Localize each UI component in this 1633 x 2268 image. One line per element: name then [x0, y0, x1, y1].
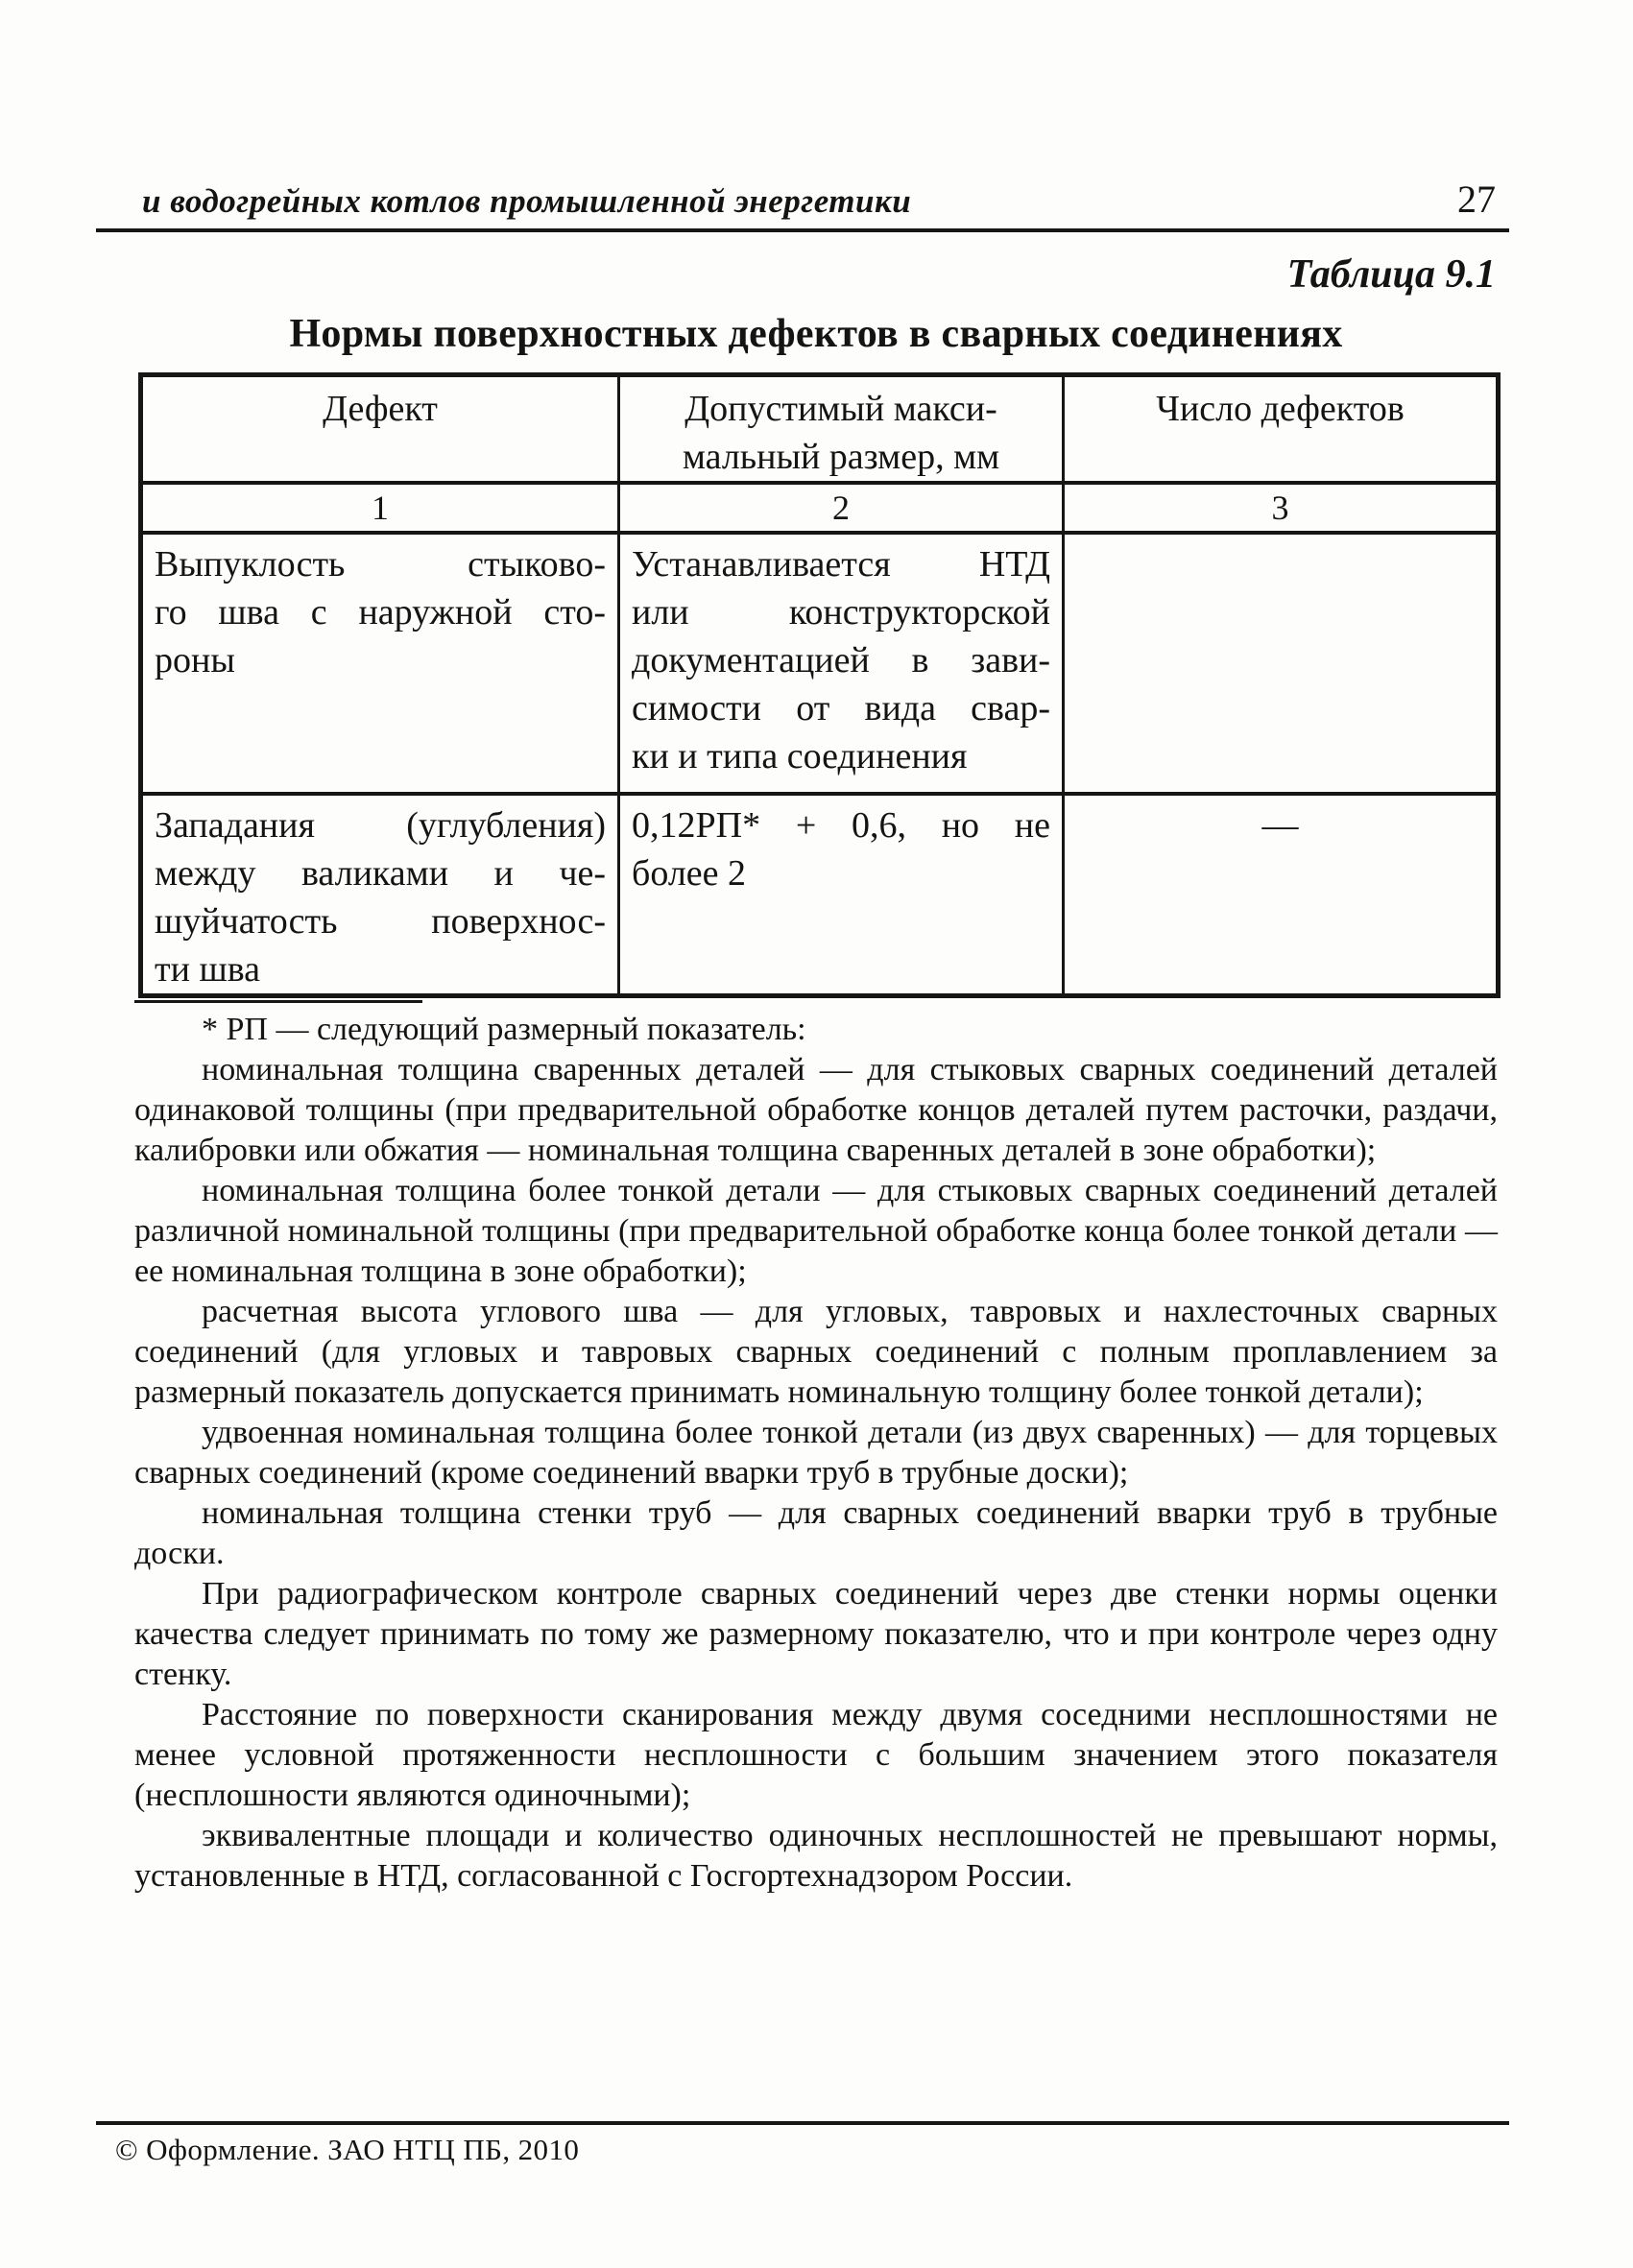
table-title: Нормы поверхностных дефектов в сварных соединениях — [289, 312, 1343, 356]
header-cell-count: Число дефектов — [1064, 375, 1499, 484]
footnote-paragraph: эквивалентные площади и количество одиночных несплошностей не превышают нормы, установленные в НТД, согласованной с Госгортехнадзором России. — [134, 1818, 1498, 1894]
column-numbers-row — [141, 483, 1499, 533]
table-caption-number: Таблица 9.1 — [1286, 252, 1496, 297]
column-number-2: 2 — [619, 483, 1064, 533]
header-rule — [96, 228, 1509, 232]
cell-count-2: — — [1064, 794, 1499, 996]
running-header: и водогрейных котлов промышленной энергетики — [142, 182, 912, 220]
cell-defect-1: Выпуклость стыково- го шва с наружной сто- роны — [141, 533, 619, 794]
column-number-3: 3 — [1064, 483, 1499, 533]
header-cell-defect: Дефект — [141, 375, 619, 484]
copyright-line: © Оформление. ЗАО НТЦ ПБ, 2010 — [115, 2133, 580, 2166]
defects-table — [138, 372, 1501, 998]
cell-defect-2: Западания (углубления) между валиками и че- шуйчатость поверхнос- ти шва — [141, 794, 619, 996]
footnote-paragraph: удвоенная номинальная толщина более тонкой детали (из двух сваренных) — для торцевых сварных соединений (кроме соединений вварки труб в трубные доски); — [134, 1415, 1498, 1491]
table-row — [141, 533, 1499, 794]
footnote-paragraph: * РП — следующий размерный показатель: — [202, 1012, 806, 1047]
footnote-paragraph: номинальная толщина сваренных деталей — для стыковых сварных соединений деталей одинаковой толщины (при предварительной обработке концов деталей путем расточки, раздачи, калибровки или обжатия — номинальная толщина сваренных деталей в зоне обработки); — [134, 1052, 1498, 1168]
footnote-paragraph: номинальная толщина более тонкой детали — для стыковых сварных соединений деталей различной номинальной толщины (при предварительной обработке конца более тонкой детали — ее номинальная толщина в зоне обработки); — [134, 1173, 1498, 1289]
footnote-paragraph: расчетная высота углового шва — для угловых, тавровых и нахлесточных сварных соединений (для угловых и тавровых сварных соединений с полным проплавлением за размерный показатель допускается принимать номинальную толщину более тонкой детали); — [134, 1294, 1498, 1410]
column-number-1: 1 — [141, 483, 619, 533]
header-cell-size: Допустимый макси- мальный размер, мм — [619, 375, 1064, 484]
footer-rule — [96, 2121, 1509, 2125]
footnote-paragraph: Расстояние по поверхности сканирования между двумя соседними несплошностями не менее условной протяженности несплошности с большим значением этого показателя (несплошности являются одиночными); — [134, 1697, 1498, 1813]
page-number: 27 — [1457, 178, 1496, 221]
table-row — [141, 794, 1499, 996]
cell-size-1: Устанавливается НТД или конструкторской документацией в зави- симости от вида свар- ки и типа соединения — [619, 533, 1064, 794]
footnote-separator-rule — [134, 1000, 422, 1003]
footnote-paragraph: номинальная толщина стенки труб — для сварных соединений вварки труб в трубные доски. — [134, 1495, 1498, 1571]
footnote-paragraph: При радиографическом контроле сварных соединений через две стенки нормы оценки качества следует принимать по тому же размерному показателю, что и при контроле через одну стенку. — [134, 1576, 1498, 1692]
footnote-text-block — [134, 1010, 1498, 1897]
cell-size-2: 0,12РП* + 0,6, но не более 2 — [619, 794, 1064, 996]
table-header-row — [141, 375, 1499, 484]
cell-count-1 — [1064, 533, 1499, 794]
